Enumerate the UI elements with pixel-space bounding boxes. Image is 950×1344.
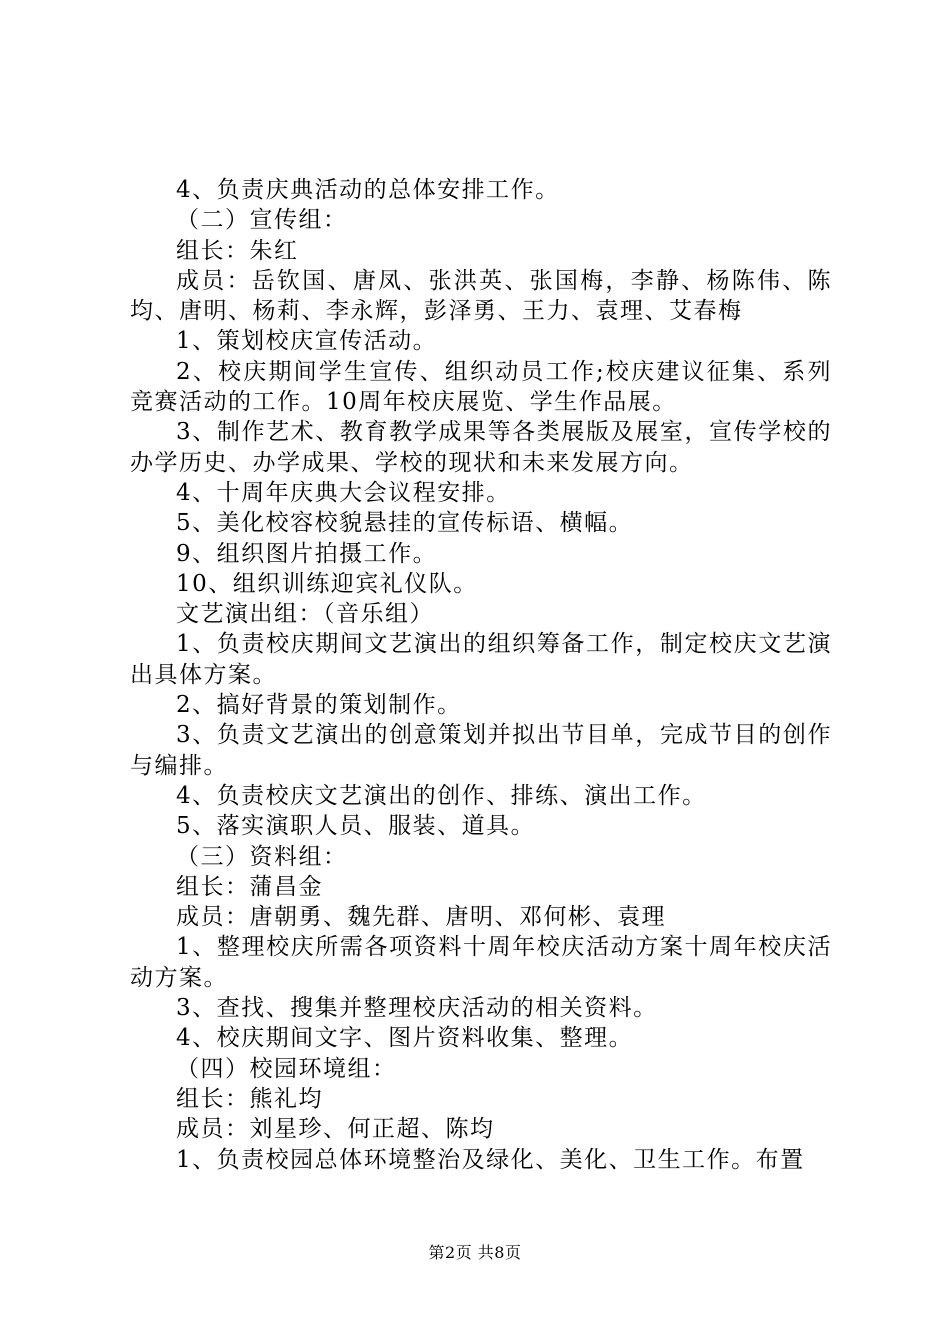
- paragraph: 3、制作艺术、教育教学成果等各类展版及展室，宣传学校的办学历史、办学成果、学校的现状和未来发展方向。: [130, 419, 832, 476]
- paragraph: 5、落实演职人员、服装、道具。: [176, 813, 536, 840]
- section-heading: （四）校园环境组：: [176, 1055, 397, 1082]
- paragraph: 组长：蒲昌金: [176, 873, 323, 900]
- section-heading: 文艺演出组：（音乐组）: [176, 601, 434, 628]
- section-heading: （二）宣传组：: [176, 207, 348, 234]
- paragraph: 9、组织图片拍摄工作。: [176, 540, 438, 567]
- paragraph: 10、组织训练迎宾礼仪队。: [176, 570, 478, 597]
- paragraph: 1、整理校庆所需各项资料十周年校庆活动方案十周年校庆活动方案。: [130, 934, 832, 991]
- paragraph: 1、负责校园总体环境整治及绿化、美化、卫生工作。布置: [176, 1146, 805, 1173]
- paragraph: 1、策划校庆宣传活动。: [176, 328, 438, 355]
- paragraph: 组长：熊礼均: [176, 1085, 323, 1112]
- paragraph: 4、负责庆典活动的总体安排工作。: [176, 177, 560, 203]
- paragraph: 2、校庆期间学生宣传、组织动员工作;校庆建议征集、系列竞赛活动的工作。10周年校庆展览、学生作品展。: [130, 358, 832, 416]
- section-heading: （三）资料组：: [176, 843, 348, 870]
- paragraph: 4、校庆期间文字、图片资料收集、整理。: [176, 1025, 634, 1052]
- paragraph: 1、负责校庆期间文艺演出的组织筹备工作，制定校庆文艺演出具体方案。: [130, 631, 832, 688]
- paragraph: 成员：唐朝勇、魏先群、唐明、邓何彬、袁理: [176, 904, 666, 931]
- paragraph: 4、负责校庆文艺演出的创作、排练、演出工作。: [176, 782, 707, 809]
- paragraph: 成员：刘星珍、何正超、陈均: [176, 1116, 495, 1143]
- paragraph: 4、十周年庆典大会议程安排。: [176, 479, 511, 506]
- page-number-footer: 第2页 共8页: [428, 1243, 522, 1262]
- paragraph: 3、负责文艺演出的创意策划并拟出节目单，完成节目的创作与编排。: [130, 722, 832, 779]
- paragraph: 3、查找、搜集并整理校庆活动的相关资料。: [176, 995, 658, 1022]
- paragraph: 2、搞好背景的策划制作。: [176, 692, 462, 719]
- document-body: [130, 175, 832, 1175]
- paragraph: 成员：岳钦国、唐凤、张洪英、张国梅，李静、杨陈伟、陈均、唐明、杨莉、李永辉，彭泽勇、王力、袁理、艾春梅: [130, 267, 832, 325]
- paragraph: 组长：朱红: [176, 237, 299, 264]
- paragraph: 5、美化校容校貌悬挂的宣传标语、横幅。: [176, 510, 634, 537]
